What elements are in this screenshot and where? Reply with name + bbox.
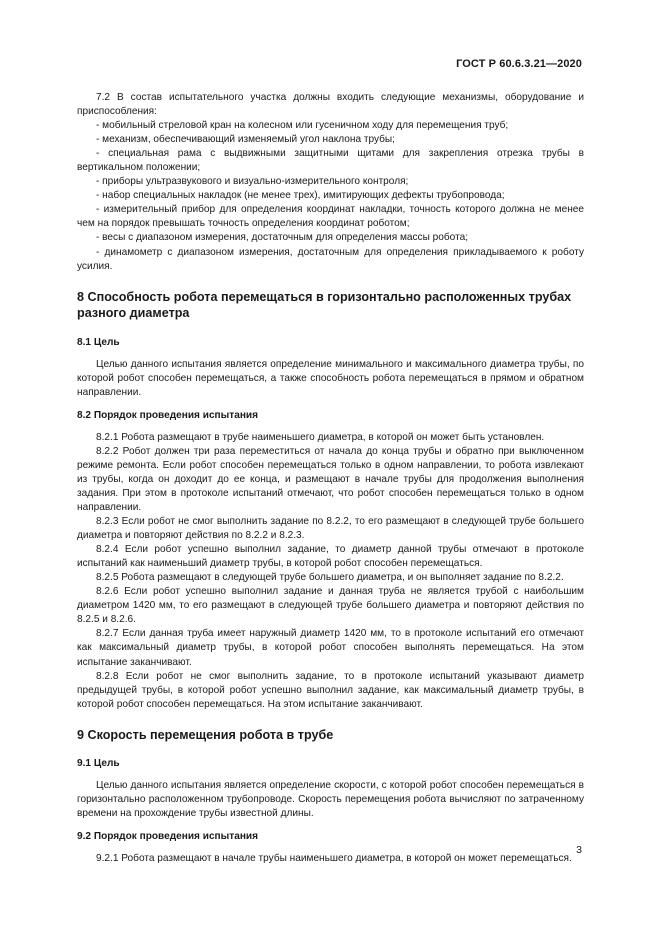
page-number: 3: [576, 844, 582, 856]
paragraph-8-2-5: 8.2.5 Робота размещают в следующей трубе большего диаметра, и он выполняет задание по 8.2.2.: [96, 572, 564, 584]
paragraph-8-2-6: 8.2.6 Если робот успешно выполнил задание и данная труба не является трубой с наибольшим диаметром 1420 мм, то его размещают в следующей трубе большего диаметра и повторяют действия по 8.2.5 и 8.2.6.: [77, 586, 584, 626]
section-8-heading: 8 Способность робота перемещаться в горизонтально расположенных трубах разного диаметра: [77, 289, 572, 321]
paragraph-8-2-8: 8.2.8 Если робот не смог выполнить задание, то в протоколе испытаний указывают диаметр предыдущей трубы, в которой робот успешно выполнил задание, как максимальный диаметр трубы, в которой робот способен перемещаться. На этом испытание заканчивают.: [77, 670, 584, 710]
paragraph-8-2-2: 8.2.2 Робот должен три раза переместиться от начала до конца трубы и обратно при выключенном режиме ремонта. Если робот способен перемещаться только в одном направлении, то робота извлекают из трубы, когда он доходит до ее конца, и размещают в начале трубы для продолжения выполнения задания. При этом в протоколе испытаний отмечают, что робот способен перемещаться только в одном направлении.: [77, 445, 584, 513]
list-item: - весы с диапазоном измерения, достаточным для определения массы робота;: [96, 232, 468, 244]
section-9-1-text: Целью данного испытания является определение скорости, с которой робот способен перемещаться в горизонтально расположенном трубопроводе. Скорость перемещения робота вычисляют по затраченному времени на прохождение трубы известной длины.: [77, 780, 584, 820]
list-item: - набор специальных накладок (не менее трех), имитирующих дефекты трубопровода;: [96, 190, 505, 202]
list-item: - приборы ультразвукового и визуально-измерительного контроля;: [96, 176, 409, 188]
section-8-2-heading: 8.2 Порядок проведения испытания: [77, 409, 259, 421]
paragraph-8-2-4: 8.2.4 Если робот успешно выполнил задание, то диаметр данной трубы отмечают в протоколе испытаний как наименьший диаметр трубы, в которой робот способен перемещаться.: [77, 544, 584, 570]
list-item: - динамометр с диапазоном измерения, достаточным для определения прикладываемого к роботу усилия.: [77, 246, 584, 272]
section-8-1-heading: 8.1 Цель: [77, 336, 120, 348]
page-content: [77, 91, 584, 866]
list-item: - измерительный прибор для определения координат накладки, точность которого должна не менее чем на порядок превышать точность определения координат роботом;: [77, 204, 584, 230]
paragraph-8-2-1: 8.2.1 Робота размещают в трубе наименьшего диаметра, в которой он может быть установлен.: [96, 431, 545, 443]
section-9-1-heading: 9.1 Цель: [77, 758, 120, 770]
list-item: - механизм, обеспечивающий изменяемый угол наклона трубы;: [96, 134, 395, 146]
paragraph-9-2-1: 9.2.1 Робота размещают в начале трубы наименьшего диаметра, в которой он может перемещаться.: [96, 853, 572, 865]
document-code: ГОСТ Р 60.6.3.21—2020: [456, 58, 582, 70]
section-7-2-intro: 7.2 В состав испытательного участка должны входить следующие механизмы, оборудование и приспособления:: [77, 92, 584, 118]
list-item: - мобильный стреловой кран на колесном или гусеничном ходу для перемещения труб;: [96, 120, 509, 132]
paragraph-8-2-3: 8.2.3 Если робот не смог выполнить задание по 8.2.2, то его размещают в следующей трубе большего диаметра и повторяют действия по 8.2.2 и 8.2.3.: [77, 516, 584, 542]
paragraph-8-2-7: 8.2.7 Если данная труба имеет наружный диаметр 1420 мм, то в протоколе испытаний его отмечают как максимальный диаметр трубы, в которой робот способен выполнять перемещаться. На этом испытание заканчивают.: [77, 628, 584, 668]
section-9-heading: 9 Скорость перемещения робота в трубе: [77, 727, 334, 742]
section-8-1-text: Целью данного испытания является определение минимального и максимального диаметра трубы, по которой робот способен перемещаться, а также способность робота перемещаться в прямом и обратном направлении.: [77, 358, 584, 398]
section-9-2-heading: 9.2 Порядок проведения испытания: [77, 831, 259, 843]
list-item: - специальная рама с выдвижными защитными щитами для закрепления отрезка трубы в вертикальном положении;: [77, 148, 584, 174]
